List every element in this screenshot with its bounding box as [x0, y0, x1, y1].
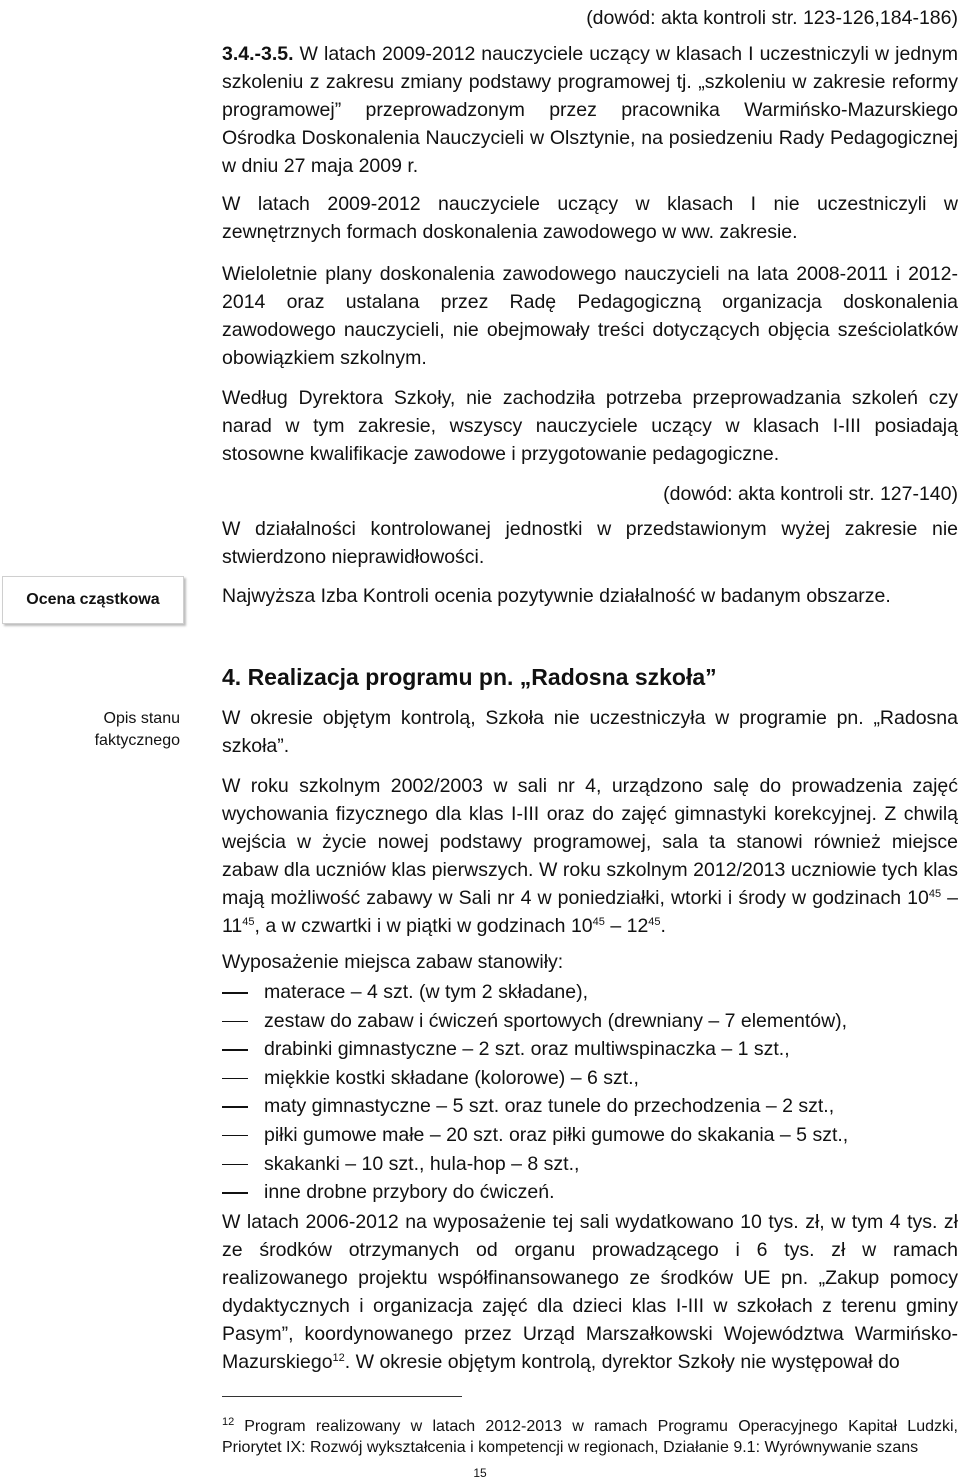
partial-assessment-box — [2, 576, 184, 624]
dash-bullet-icon — [222, 1192, 248, 1194]
equipment-list-container — [222, 978, 958, 1207]
time-minutes: 45 — [648, 916, 661, 928]
dash-bullet-icon — [222, 992, 248, 994]
dash-bullet-icon — [222, 1135, 248, 1137]
paragraph-expenditure — [222, 1208, 958, 1376]
assessment-text: Najwyższa Izba Kontroli ocenia pozytywnie działalność w badanym obszarze. — [222, 585, 891, 607]
paragraph-program-participation: W okresie objętym kontrolą, Szkoła nie uczestniczyła w programie pn. „Radosna szkoła”. — [222, 707, 958, 757]
equipment-item — [222, 1064, 958, 1093]
time-minutes: 45 — [928, 888, 942, 900]
paragraph-no-irregularities: W działalności kontrolowanej jednostki w przedstawionym wyżej zakresie nie stwierdzono nieprawidłowości. — [222, 518, 958, 568]
equipment-item-text: miękkie kostki składane (kolorowe) – 6 szt., — [264, 1066, 639, 1089]
equipment-item — [222, 1035, 958, 1064]
dash-bullet-icon — [222, 1021, 248, 1023]
equipment-item-text: skakanki – 10 szt., hula-hop – 8 szt., — [264, 1152, 580, 1175]
time-hour: 10 — [570, 915, 593, 937]
dash-bullet-icon — [222, 1049, 248, 1051]
footnote-reference: 12 — [332, 1352, 345, 1364]
paragraph-training — [222, 40, 958, 180]
dash-bullet-icon — [222, 1106, 248, 1108]
paragraph-external-training: W latach 2009-2012 nauczyciele uczący w klasach I nie uczestniczyli w zewnętrznych formach doskonalenia zawodowego w ww. zakresie. — [222, 193, 958, 243]
factual-state-label: Opis stanu faktycznego — [94, 710, 180, 749]
evidence-note-top: (dowód: akta kontroli str. 123-126,184-186) — [586, 7, 958, 29]
footnote-number: 12 — [222, 1416, 235, 1428]
footnote-separator — [222, 1396, 462, 1397]
equipment-item — [222, 1150, 958, 1179]
paragraph-director-opinion: Według Dyrektora Szkoły, nie zachodziła potrzeba przeprowadzania szkoleń czy narad w tym zakresie, wszyscy nauczyciele uczący w klasach I-III posiadają stosowne kwalifikacje zawodowe i przygotowanie pedagogiczne. — [222, 387, 958, 465]
footnote — [222, 1416, 958, 1458]
section-ref: 3.4.-3.5. — [222, 43, 294, 65]
equipment-item-text: materace – 4 szt. (w tym 2 składane), — [264, 981, 589, 1003]
paragraph-expenditure-text: . W okresie objętym kontrolą, dyrektor Szkoły nie występował do — [344, 1351, 900, 1373]
dash-bullet-icon — [222, 1164, 248, 1166]
paragraph-development-plans: Wieloletnie plany doskonalenia zawodowego nauczycieli na lata 2008-2011 i 2012-2014 oraz ustalana przez Radę Pedagogiczną organizacja doskonalenia zawodowego nauczycieli, nie obejmowały treści dotyczących objęcia sześciolatków obowiązkiem szkolnym. — [222, 263, 958, 369]
equipment-item-text: piłki gumowe małe – 20 szt. oraz piłki gumowe do skakania – 5 szt., — [264, 1123, 849, 1146]
equipment-item — [222, 1007, 958, 1036]
equipment-item-text: maty gimnastyczne – 5 szt. oraz tunele do przechodzenia – 2 szt., — [264, 1095, 835, 1118]
dash-bullet-icon — [222, 1078, 248, 1080]
equipment-item — [222, 1178, 958, 1207]
equipment-list — [222, 978, 958, 1207]
time-hour: 12 — [626, 915, 649, 937]
paragraph-gym-room-text: , a w czwartki i w piątki w godzinach — [254, 915, 571, 937]
equipment-item — [222, 1092, 958, 1121]
time-hour: 10 — [907, 887, 929, 909]
equipment-item-text: zestaw do zabaw i ćwiczeń sportowych (drewniany – 7 elementów), — [264, 1009, 848, 1032]
equipment-item-text: drabinki gimnastyczne – 2 szt. oraz multiwspinaczka – 1 szt., — [264, 1038, 790, 1061]
equipment-item-text: inne drobne przybory do ćwiczeń. — [264, 1181, 555, 1204]
section-heading: 4. Realizacja programu pn. „Radosna szkoła” — [222, 664, 717, 690]
time-dash: – — [941, 887, 959, 909]
paragraph-gym-room-text: . — [660, 915, 666, 937]
paragraph-gym-room-text: W roku szkolnym 2002/2003 w sali nr 4, urządzono salę do prowadzenia zajęć wychowania fizycznego dla klas I-III oraz do zajęć gimnastyki korekcyjnej. Z chwilą wejścia w życie nowej podstawy programowej, sala ta stanowi również miejsce zabaw dla uczniów klas pierwszych. W roku szkolnym 2012/2013 uczniowie tych klas mają możliwość zabawy w Sali nr 4 w poniedziałki, wtorki i środy w godzinach — [222, 775, 958, 909]
equipment-item — [222, 978, 958, 1007]
equipment-item — [222, 1121, 958, 1150]
paragraph-expenditure-text: W latach 2006-2012 na wyposażenie tej sali wydatkowano 10 tys. zł, w tym 4 tys. zł ze środków otrzymanych od organu prowadzącego i 6 tys. zł w ramach realizowanego projektu współfinansowanego ze środków UE pn. „Zakup pomocy dydaktycznych i organizacja zajęć dla dzieci klas I-III w szkołach z terenu gminy Pasym”, koordynowanego przez Urząd Marszałkowski Województwa Warmińsko-Mazurskiego — [222, 1211, 958, 1373]
paragraph-training-text: W latach 2009-2012 nauczyciele uczący w klasach I uczestniczyli w jednym szkoleniu z zakresu zmiany podstawy programowej tj. „szkoleniu w zakresie reformy programowej” przeprowadzonym przez pracownika Warmińsko-Mazurskiego Ośrodka Doskonalenia Nauczycieli w Olsztynie, na posiedzeniu Rady Pedagogicznej w dniu 27 maja 2009 r. — [222, 43, 958, 177]
page-number: 15 — [473, 1466, 487, 1480]
paragraph-gym-room — [222, 772, 958, 940]
time-minutes: 45 — [592, 916, 605, 928]
partial-assessment-label: Ocena cząstkowa — [26, 591, 160, 608]
equipment-intro: Wyposażenie miejsca zabaw stanowiły: — [222, 951, 564, 973]
time-dash: – — [604, 915, 627, 937]
time-minutes: 45 — [242, 916, 255, 928]
time-hour: 11 — [222, 915, 243, 937]
footnote-text: Program realizowany w latach 2012-2013 w ramach Programu Operacyjnego Kapitał Ludzki, Priorytet IX: Rozwój wykształcenia i kompetencji w regionach, Działanie 9.1: Wyrównywanie szans — [222, 1418, 958, 1456]
evidence-note: (dowód: akta kontroli str. 127-140) — [663, 483, 958, 505]
